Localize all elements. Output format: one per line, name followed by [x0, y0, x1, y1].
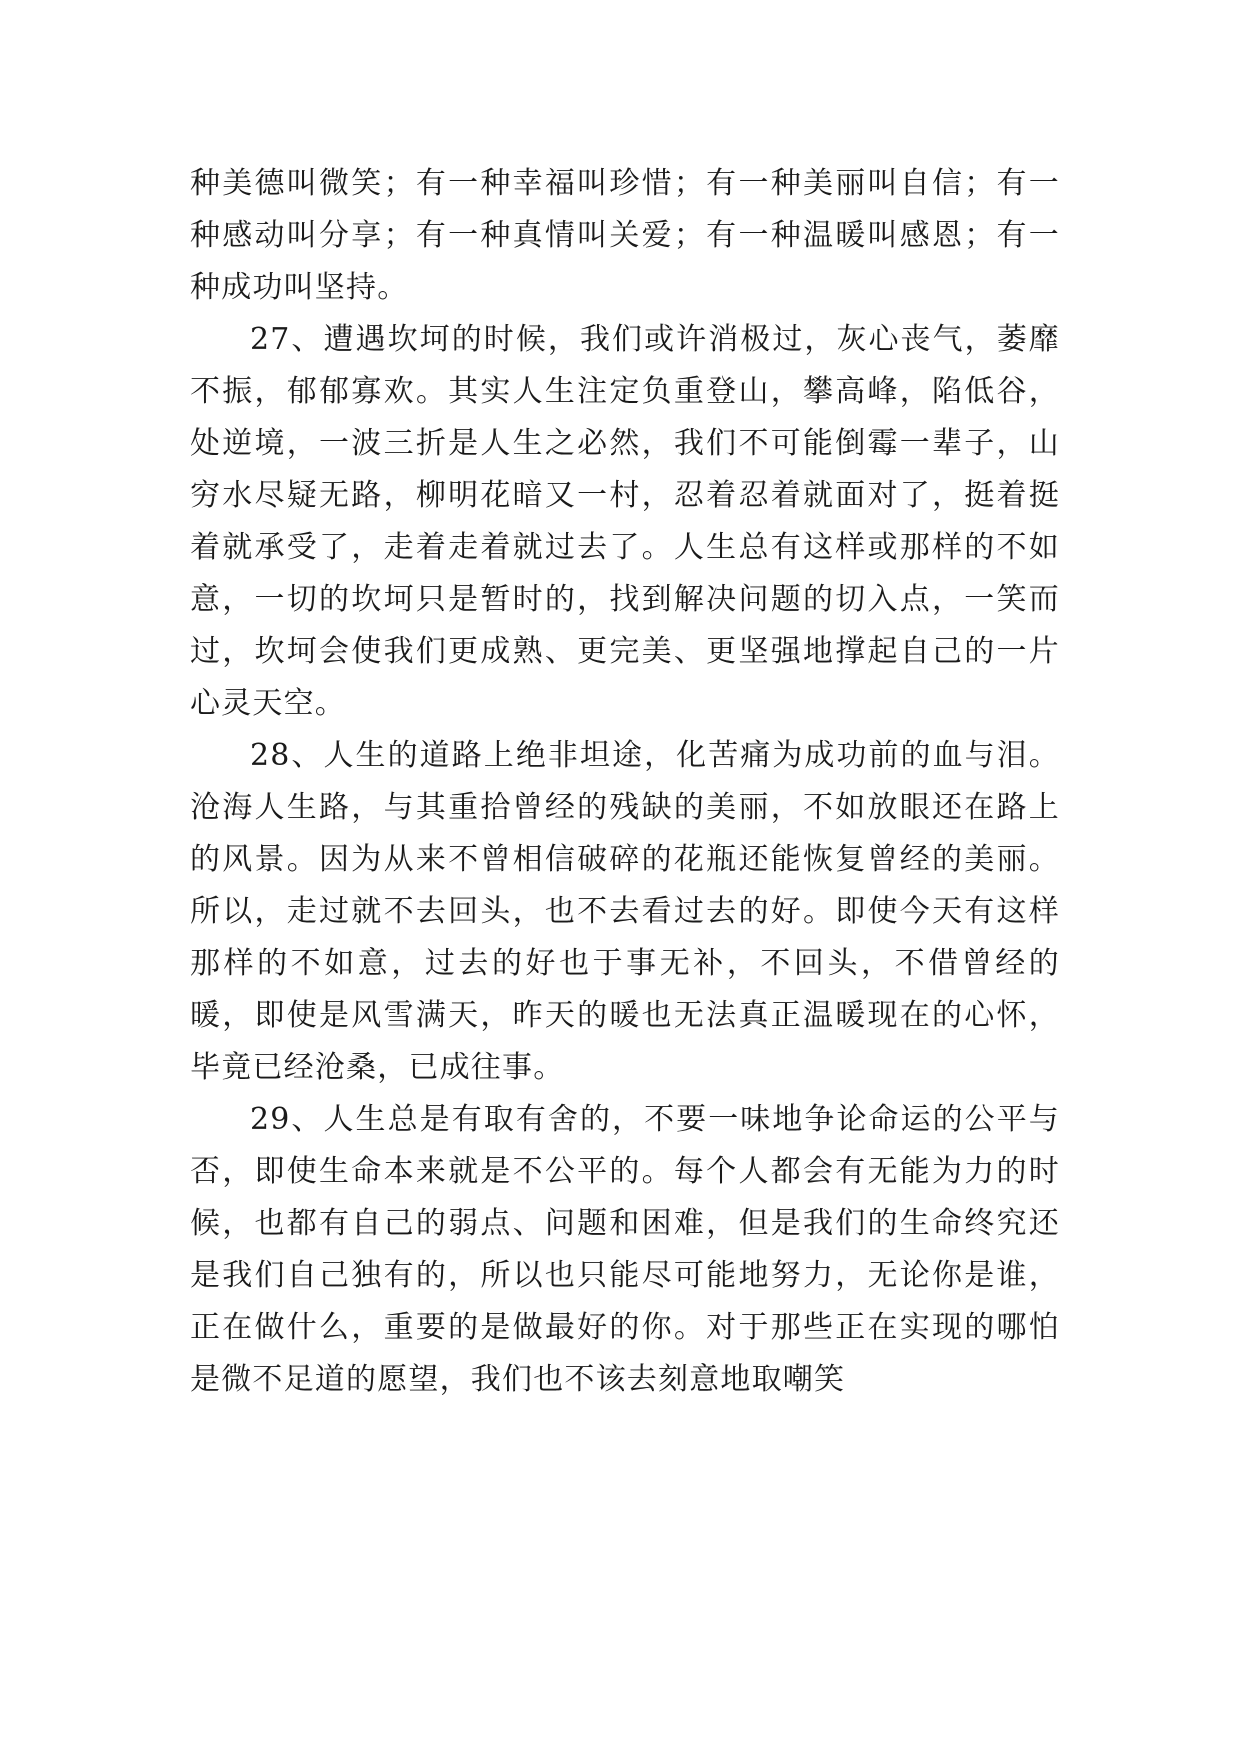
paragraph-29: 29、人生总是有取有舍的，不要一味地争论命运的公平与否，即使生命本来就是不公平的。每个人都会有无能为力的时候，也都有自己的弱点、问题和困难，但是我们的生命终究还是我们自己独有的，所以也只能尽可能地努力，无论你是谁，正在做什么，重要的是做最好的你。对于那些正在实现的哪怕是微不足道的愿望，我们也不该去刻意地取嘲笑 — [190, 1102, 1060, 1397]
paragraph-continuation: 种美德叫微笑；有一种幸福叫珍惜；有一种美丽叫自信；有一种感动叫分享；有一种真情叫关爱；有一种温暖叫感恩；有一种成功叫坚持。 — [190, 166, 1060, 305]
paragraph-27: 27、遭遇坎坷的时候，我们或许消极过，灰心丧气，萎靡不振，郁郁寡欢。其实人生注定负重登山，攀高峰，陷低谷，处逆境，一波三折是人生之必然，我们不可能倒霉一辈子，山穷水尽疑无路，柳明花暗又一村，忍着忍着就面对了，挺着挺着就承受了，走着走着就过去了。人生总有这样或那样的不如意，一切的坎坷只是暂时的，找到解决问题的切入点，一笑而过，坎坷会使我们更成熟、更完美、更坚强地撑起自己的一片心灵天空。 — [190, 322, 1060, 721]
document-page — [190, 158, 1060, 1406]
paragraph-28: 28、人生的道路上绝非坦途，化苦痛为成功前的血与泪。沧海人生路，与其重拾曾经的残缺的美丽，不如放眼还在路上的风景。因为从来不曾相信破碎的花瓶还能恢复曾经的美丽。所以，走过就不去回头，也不去看过去的好。即使今天有这样那样的不如意，过去的好也于事无补，不回头，不借曾经的暖，即使是风雪满天，昨天的暖也无法真正温暖现在的心怀，毕竟已经沧桑，已成往事。 — [190, 738, 1060, 1085]
